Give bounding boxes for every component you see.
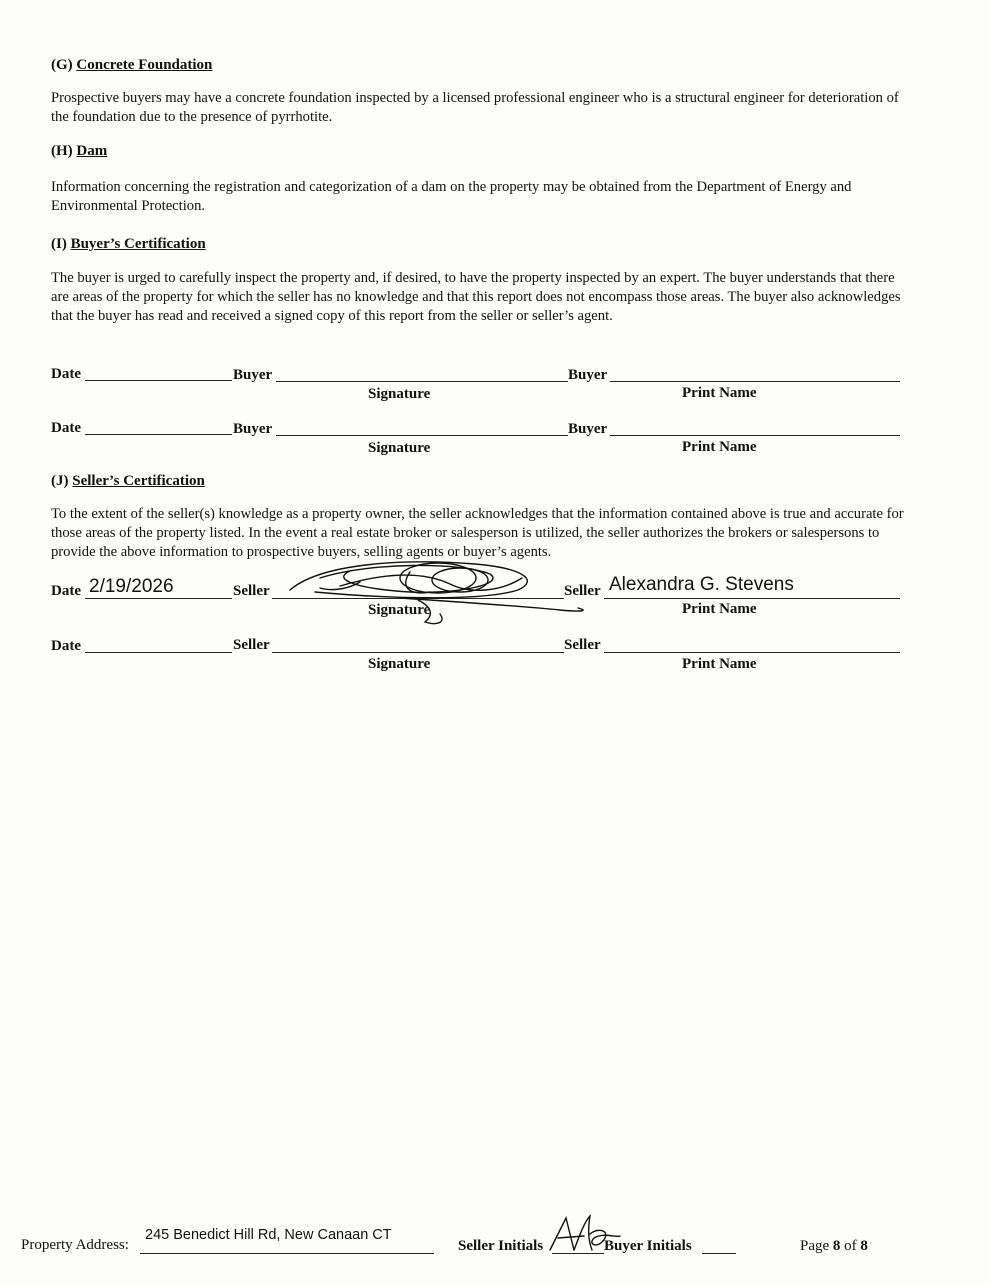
seller-label: Seller xyxy=(564,583,601,599)
handwritten-signature xyxy=(260,556,600,631)
section-g-label: (G) xyxy=(51,57,73,73)
property-address-value: 245 Benedict Hill Rd, New Canaan CT xyxy=(145,1227,392,1243)
signature-caption: Signature xyxy=(368,656,431,672)
page-of-text: of xyxy=(844,1238,857,1254)
signature-caption: Signature xyxy=(368,440,431,456)
seller-label: Seller xyxy=(233,637,270,653)
print-name-caption: Print Name xyxy=(682,439,757,455)
date-label: Date xyxy=(51,638,81,654)
seller-date-value: 2/19/2026 xyxy=(89,576,174,597)
property-address-field[interactable] xyxy=(140,1253,434,1254)
section-i-heading xyxy=(51,236,206,253)
date-field[interactable] xyxy=(85,652,232,653)
print-name-caption: Print Name xyxy=(682,601,757,617)
page-number xyxy=(800,1238,868,1255)
section-i-title: Buyer’s Certification xyxy=(70,236,206,252)
buyer-print-name-field[interactable] xyxy=(610,381,900,382)
seller-print-name-field[interactable] xyxy=(604,652,900,653)
print-name-caption: Print Name xyxy=(682,656,757,672)
section-h-title: Dam xyxy=(76,143,108,159)
seller-print-name-field[interactable] xyxy=(604,598,900,599)
property-address-label: Property Address: xyxy=(21,1237,129,1253)
section-h-heading xyxy=(51,143,107,160)
print-name-caption: Print Name xyxy=(682,385,757,401)
seller-label: Seller xyxy=(233,583,270,599)
seller-label: Seller xyxy=(564,637,601,653)
section-h-label: (H) xyxy=(51,143,73,159)
section-j-text: To the extent of the seller(s) knowledge as a property owner, the seller acknowledges that the information contained above is true and accurate for those areas of the property listed. In the event a real estate broker or salesperson is utilized, the seller authorizes the brokers or salespersons to provide the above information to prospective buyers, selling agents or buyer’s agents. xyxy=(51,506,904,560)
date-field[interactable] xyxy=(85,380,232,381)
section-j-title: Seller’s Certification xyxy=(72,473,205,489)
section-i-text: The buyer is urged to carefully inspect the property and, if desired, to have the property inspected by an expert. The buyer understands that there are areas of the property for which the seller has no knowledge and that this report does not encompass those areas. The buyer also acknowledges that the buyer has read and received a signed copy of this report from the seller or seller’s agent. xyxy=(51,270,901,324)
buyer-signature-field[interactable] xyxy=(276,381,568,382)
buyer-print-name-field[interactable] xyxy=(610,435,900,436)
page-current: 8 xyxy=(832,1238,841,1254)
date-field[interactable] xyxy=(85,434,232,435)
section-j-heading xyxy=(51,473,205,490)
page-text: Page xyxy=(800,1238,830,1254)
section-h-text: Information concerning the registration and categorization of a dam on the property may be obtained from the Department of Energy and Environmental Protection. xyxy=(51,179,852,214)
section-g-title: Concrete Foundation xyxy=(76,57,213,73)
buyer-label: Buyer xyxy=(233,421,273,437)
section-j-label: (J) xyxy=(51,473,69,489)
buyer-label: Buyer xyxy=(568,421,608,437)
page-total: 8 xyxy=(860,1238,868,1254)
seller-initials-label: Seller Initials xyxy=(458,1238,544,1254)
date-field[interactable] xyxy=(85,598,232,599)
seller-signature-field[interactable] xyxy=(272,652,564,653)
section-i-label: (I) xyxy=(51,236,67,252)
buyer-signature-field[interactable] xyxy=(276,435,568,436)
buyer-initials-field[interactable] xyxy=(702,1253,736,1254)
buyer-label: Buyer xyxy=(233,367,273,383)
signature-caption: Signature xyxy=(368,386,431,402)
signature-caption: Signature xyxy=(368,602,431,618)
section-g-heading xyxy=(51,57,212,74)
date-label: Date xyxy=(51,366,81,382)
buyer-label: Buyer xyxy=(568,367,608,383)
seller-print-name-value: Alexandra G. Stevens xyxy=(609,574,794,595)
section-g-text: Prospective buyers may have a concrete foundation inspected by a licensed professional engineer who is a structural engineer for deterioration of the foundation due to the presence of pyrrhotite. xyxy=(51,90,899,125)
date-label: Date xyxy=(51,420,81,436)
buyer-initials-label: Buyer Initials xyxy=(604,1238,692,1254)
date-label: Date xyxy=(51,583,81,599)
